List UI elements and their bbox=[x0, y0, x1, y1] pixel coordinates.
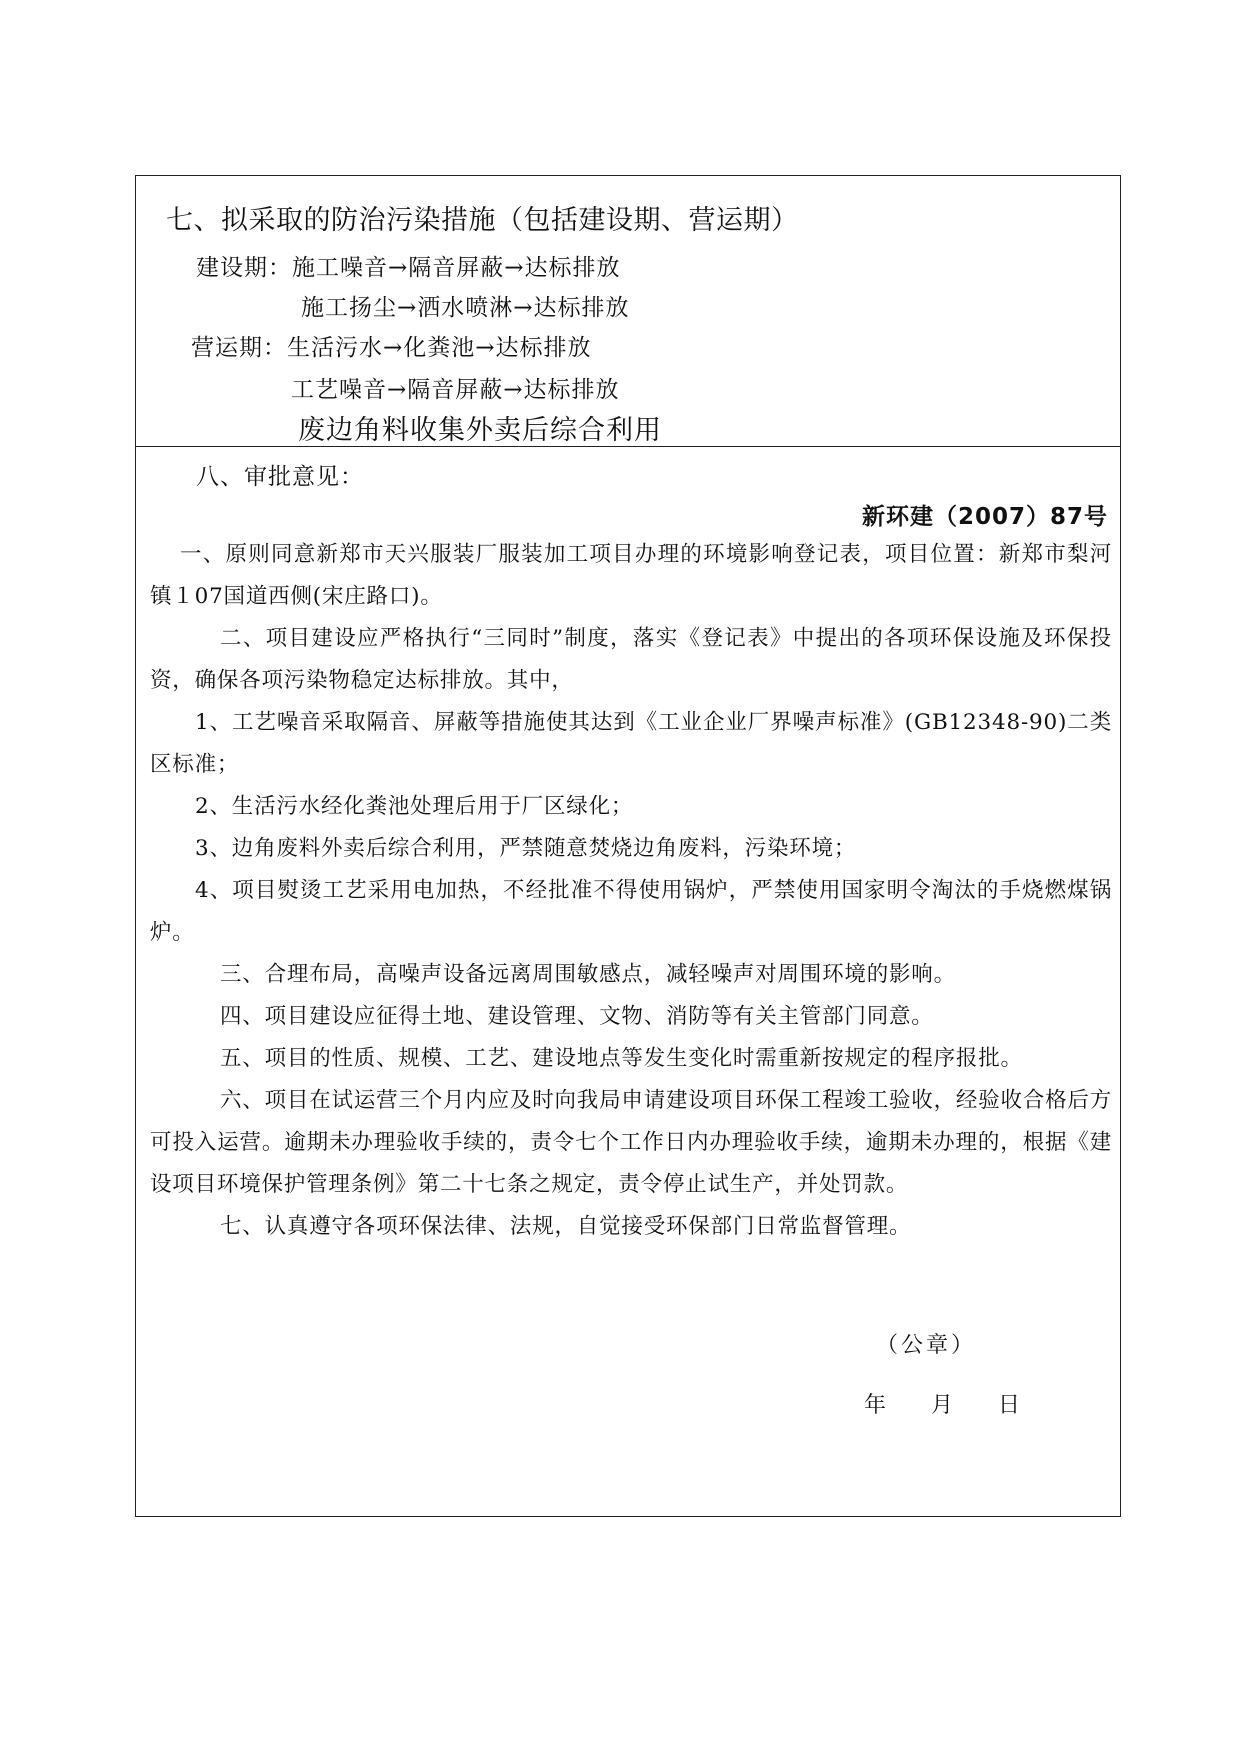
date-month-label: 月 bbox=[930, 1393, 953, 1418]
section-divider bbox=[136, 446, 1120, 447]
opinion-paragraph-4: 2、生活污水经化粪池处理后用于厂区绿化； bbox=[195, 794, 634, 819]
opinion-paragraph-8: 四、项目建设应征得土地、建设管理、文物、消防等有关主管部门同意。 bbox=[220, 1004, 934, 1029]
opinion-paragraph-9: 五、项目的性质、规模、工艺、建设地点等发生变化时需重新按规定的程序报批。 bbox=[220, 1046, 1023, 1071]
opinion-paragraph-3: 1、工艺噪音采取隔音、屏蔽等措施使其达到《工业企业厂界噪声标准》(GB12348-90)二类区标准； bbox=[150, 710, 1112, 777]
official-seal-label: （公章） bbox=[875, 1333, 976, 1358]
opinion-paragraph-11: 七、认真遵守各项环保法律、法规，自觉接受环保部门日常监督管理。 bbox=[220, 1214, 912, 1239]
opinion-paragraph-10: 六、项目在试运营三个月内应及时向我局申请建设项目环保工程竣工验收，经验收合格后方可投入运营。逾期未办理验收手续的，责令七个工作日内办理验收手续，逾期未办理的，根据《建设项目环境保护管理条例》第二十七条之规定，责令停止试生产，并处罚款。 bbox=[150, 1088, 1113, 1197]
date-day-label: 日 bbox=[997, 1393, 1020, 1418]
opinion-paragraph-6: 4、项目熨烫工艺采用电加热，不经批准不得使用锅炉，严禁使用国家明令淘汰的手烧燃煤锅炉。 bbox=[150, 878, 1112, 945]
construction-line-1: 建设期：施工噪音→隔音屏蔽→达标排放 bbox=[196, 255, 621, 281]
signature-date bbox=[826, 1388, 1020, 1419]
opinion-paragraph-1: 一、原则同意新郑市天兴服装厂服装加工项目办理的环境影响登记表，项目位置：新郑市梨河镇１07国道西侧(宋庄路口)。 bbox=[150, 542, 1112, 609]
opinion-paragraph-2: 二、项目建设应严格执行“三同时”制度，落实《登记表》中提出的各项环保设施及环保投资，确保各项污染物稳定达标排放。其中， bbox=[150, 626, 1112, 693]
document-number: 新环建（2007）87号 bbox=[861, 504, 1108, 530]
opinion-paragraph-5: 3、边角废料外卖后综合利用，严禁随意焚烧边角废料，污染环境； bbox=[195, 836, 857, 861]
opinion-paragraph-7: 三、合理布局，高噪声设备远离周围敏感点，减轻噪声对周围环境的影响。 bbox=[220, 962, 956, 987]
operation-line-2: 工艺噪音→隔音屏蔽→达标排放 bbox=[291, 377, 620, 403]
date-year-label: 年 bbox=[863, 1393, 886, 1418]
operation-line-3: 废边角料收集外卖后综合利用 bbox=[298, 415, 662, 446]
section8-title: 八、审批意见： bbox=[196, 464, 364, 490]
operation-line-1: 营运期：生活污水→化粪池→达标排放 bbox=[191, 335, 592, 361]
construction-line-2: 施工扬尘→洒水喷淋→达标排放 bbox=[301, 295, 630, 321]
approval-opinions bbox=[150, 534, 1112, 1248]
section7-title: 七、拟采取的防治污染措施（包括建设期、营运期） bbox=[166, 205, 799, 236]
form-frame bbox=[135, 175, 1121, 1517]
